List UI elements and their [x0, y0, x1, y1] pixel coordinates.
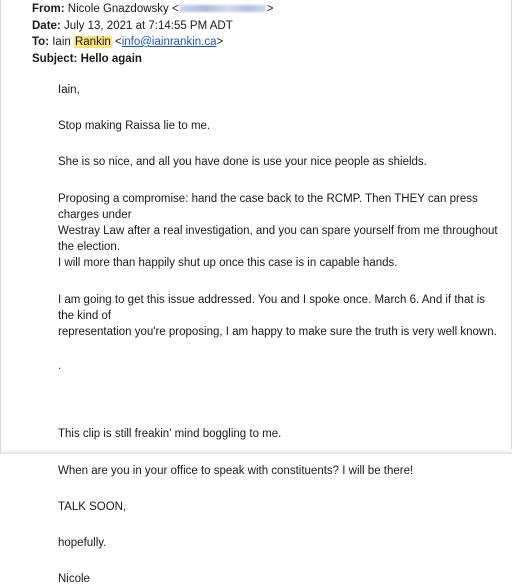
- bottom-edge-divider: [1, 449, 512, 454]
- recipient-last-name-highlight: Rankin: [74, 36, 111, 48]
- paragraph-3-line-2: Westray Law after a real investigation, and you can spare yourself from me throughout the election.: [58, 225, 498, 254]
- recipient-email-open: <: [115, 36, 122, 48]
- email-body: [58, 82, 498, 587]
- closing-2: hopefully.: [58, 537, 107, 550]
- paragraph-6: When are you in your office to speak with constituents? I will be there!: [58, 464, 414, 477]
- date-line: [32, 18, 273, 35]
- email-headers: [32, 1, 273, 67]
- sender-email-close: >: [266, 3, 274, 15]
- paragraph-3-line-1: Proposing a compromise: hand the case back to the RCMP. Then THEY can press charges under: [58, 192, 478, 221]
- paragraph-1: Stop making Raissa lie to me.: [58, 120, 211, 133]
- to-line: [32, 34, 273, 51]
- paragraph-2: She is so nice, and all you have done is use your nice people as shields.: [58, 156, 427, 169]
- signature: Nicole: [58, 573, 90, 586]
- subject-value: Hello again: [80, 52, 142, 65]
- from-line: [32, 1, 273, 18]
- subject-line: [32, 51, 273, 68]
- paragraph-5: This clip is still freakin' mind boggling to me.: [58, 428, 282, 441]
- paragraph-4-line-2: representation you're proposing, I am happy to make sure the truth is very well known.: [58, 326, 497, 339]
- subject-label: Subject:: [32, 52, 78, 65]
- date-label: Date:: [32, 19, 61, 32]
- paragraph-3: [58, 191, 498, 272]
- sender-name: Nicole Gnazdowsky <: [67, 3, 179, 15]
- paragraph-4: [58, 292, 498, 341]
- date-value: July 13, 2021 at 7:14:55 PM ADT: [63, 19, 233, 32]
- recipient-email-link[interactable]: info@iainrankin.ca: [121, 36, 217, 48]
- redacted-sender-email: [180, 5, 266, 12]
- recipient-first-name: Iain: [52, 36, 71, 48]
- paragraph-3-line-3: I will more than happily shut up once this case is in capable hands.: [58, 257, 398, 270]
- dot-separator: .: [58, 360, 62, 373]
- greeting: Iain,: [58, 84, 80, 96]
- recipient-email-close: >: [216, 36, 224, 48]
- paragraph-4-line-1: I am going to get this issue addressed. You and I spoke once. March 6. And if that is the kind of: [58, 293, 486, 322]
- to-label: To:: [32, 36, 50, 48]
- from-label: From:: [32, 3, 65, 15]
- closing: TALK SOON,: [58, 500, 127, 513]
